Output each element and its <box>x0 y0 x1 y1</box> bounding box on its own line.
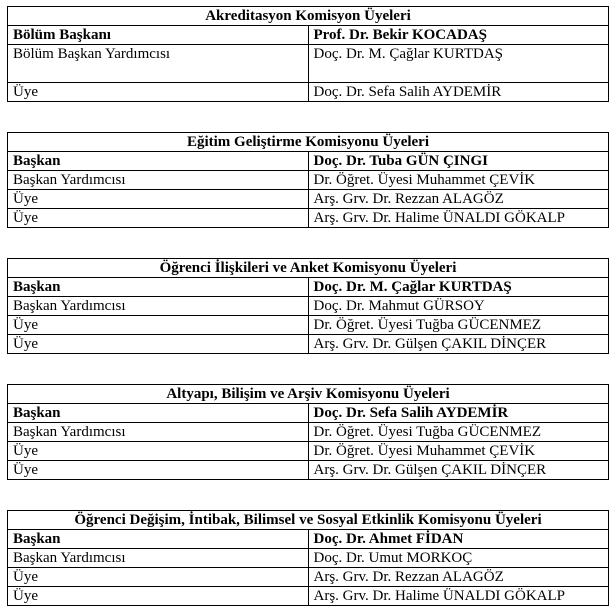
table-spacer <box>7 228 609 258</box>
role-cell: Bölüm Başkanı <box>8 26 309 45</box>
committee-head-row <box>8 530 609 549</box>
role-cell: Başkan Yardımcısı <box>8 171 309 190</box>
member-row <box>8 297 609 316</box>
committee-title: Altyapı, Bilişim ve Arşiv Komisyonu Üyeleri <box>8 385 609 404</box>
committee-title: Akreditasyon Komisyon Üyeleri <box>8 7 609 26</box>
role-cell: Üye <box>8 316 309 335</box>
name-cell: Dr. Öğret. Üyesi Tuğba GÜCENMEZ <box>308 423 609 442</box>
name-cell: Doç. Dr. Sefa Salih AYDEMİR <box>308 83 609 102</box>
committee-table-accreditation <box>7 6 609 102</box>
member-row <box>8 549 609 568</box>
committee-table-infrastructure <box>7 384 609 480</box>
name-cell: Doç. Dr. Ahmet FİDAN <box>308 530 609 549</box>
member-row <box>8 568 609 587</box>
member-row <box>8 83 609 102</box>
name-cell: Dr. Öğret. Üyesi Tuğba GÜCENMEZ <box>308 316 609 335</box>
name-cell: Arş. Grv. Dr. Gülşen ÇAKIL DİNÇER <box>308 335 609 354</box>
role-cell: Üye <box>8 83 309 102</box>
member-row <box>8 587 609 606</box>
committee-title: Öğrenci Değişim, İntibak, Bilimsel ve Sosyal Etkinlik Komisyonu Üyeleri <box>8 511 609 530</box>
committee-head-row <box>8 278 609 297</box>
role-cell: Üye <box>8 442 309 461</box>
table-spacer <box>7 102 609 132</box>
committee-title-row <box>8 7 609 26</box>
role-cell: Başkan <box>8 278 309 297</box>
member-row <box>8 442 609 461</box>
member-row <box>8 316 609 335</box>
member-row <box>8 423 609 442</box>
committee-title-row <box>8 385 609 404</box>
role-cell: Üye <box>8 587 309 606</box>
committee-head-row <box>8 152 609 171</box>
role-cell: Üye <box>8 568 309 587</box>
role-cell: Başkan Yardımcısı <box>8 423 309 442</box>
role-cell: Başkan <box>8 152 309 171</box>
committee-table-student-relations <box>7 258 609 354</box>
role-cell: Başkan <box>8 530 309 549</box>
committee-head-row <box>8 404 609 423</box>
committee-table-student-exchange <box>7 510 609 606</box>
committee-table-education <box>7 132 609 228</box>
member-row <box>8 45 609 83</box>
table-spacer <box>7 354 609 384</box>
name-cell: Dr. Öğret. Üyesi Muhammet ÇEVİK <box>308 442 609 461</box>
name-cell: Prof. Dr. Bekir KOCADAŞ <box>308 26 609 45</box>
committee-title-row <box>8 259 609 278</box>
committee-title: Öğrenci İlişkileri ve Anket Komisyonu Üyeleri <box>8 259 609 278</box>
committee-title-row <box>8 133 609 152</box>
name-cell: Doç. Dr. Umut MORKOÇ <box>308 549 609 568</box>
committee-head-row <box>8 26 609 45</box>
name-cell: Arş. Grv. Dr. Halime ÜNALDI GÖKALP <box>308 587 609 606</box>
role-cell: Başkan Yardımcısı <box>8 549 309 568</box>
role-cell: Üye <box>8 190 309 209</box>
name-cell: Doç. Dr. Tuba GÜN ÇINGI <box>308 152 609 171</box>
role-cell: Başkan <box>8 404 309 423</box>
name-cell: Doç. Dr. M. Çağlar KURTDAŞ <box>308 45 609 83</box>
committee-title: Eğitim Geliştirme Komisyonu Üyeleri <box>8 133 609 152</box>
member-row <box>8 335 609 354</box>
name-cell: Arş. Grv. Dr. Rezzan ALAGÖZ <box>308 190 609 209</box>
committee-tables <box>7 6 609 606</box>
member-row <box>8 190 609 209</box>
role-cell: Üye <box>8 461 309 480</box>
role-cell: Üye <box>8 209 309 228</box>
name-cell: Doç. Dr. Mahmut GÜRSOY <box>308 297 609 316</box>
member-row <box>8 171 609 190</box>
role-cell: Üye <box>8 335 309 354</box>
table-spacer <box>7 480 609 510</box>
member-row <box>8 209 609 228</box>
name-cell: Arş. Grv. Dr. Halime ÜNALDI GÖKALP <box>308 209 609 228</box>
committee-title-row <box>8 511 609 530</box>
name-cell: Dr. Öğret. Üyesi Muhammet ÇEVİK <box>308 171 609 190</box>
member-row <box>8 461 609 480</box>
name-cell: Arş. Grv. Dr. Gülşen ÇAKIL DİNÇER <box>308 461 609 480</box>
name-cell: Doç. Dr. Sefa Salih AYDEMİR <box>308 404 609 423</box>
role-cell: Başkan Yardımcısı <box>8 297 309 316</box>
role-cell: Bölüm Başkan Yardımcısı <box>8 45 309 83</box>
name-cell: Doç. Dr. M. Çağlar KURTDAŞ <box>308 278 609 297</box>
name-cell: Arş. Grv. Dr. Rezzan ALAGÖZ <box>308 568 609 587</box>
